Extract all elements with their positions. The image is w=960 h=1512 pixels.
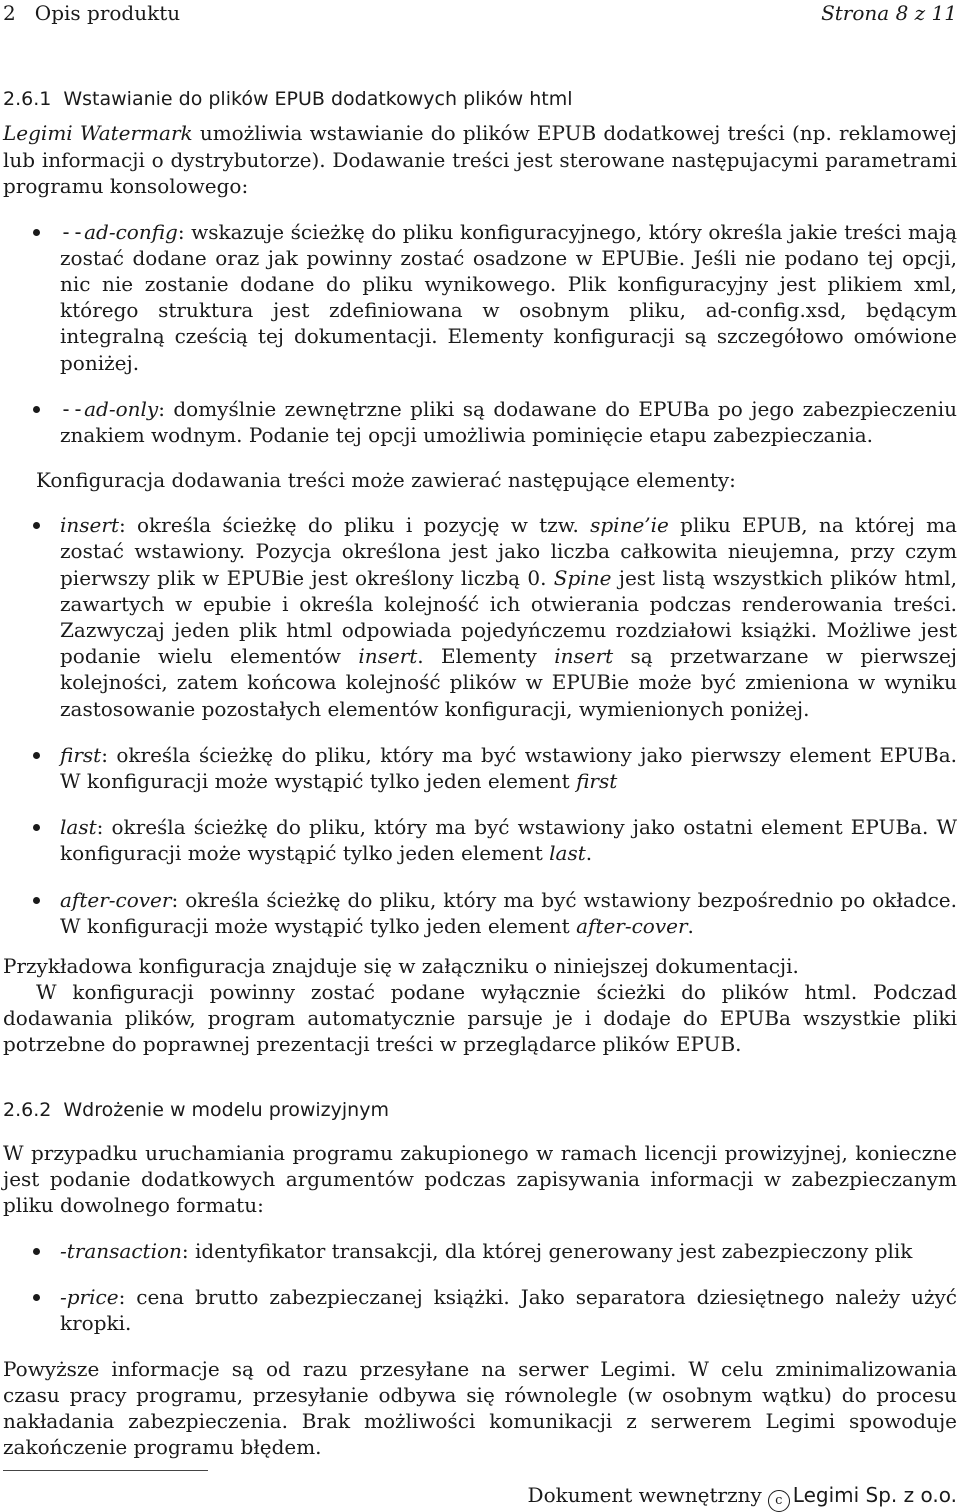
section-2-6-2-body [3, 1140, 957, 1460]
list-item [3, 219, 957, 376]
list-item [3, 396, 957, 448]
argument-description: : identyfikator transakcji, dla której generowany jest zabezpieczony plik [181, 1238, 913, 1263]
element-term: spine’ie [590, 513, 669, 538]
element-name: last [60, 815, 97, 840]
page-footer [528, 1482, 957, 1512]
html-note: W konfiguracji powinny zostać podane wyłącznie ścieżki do plików html. Podczad dodawania plików, program automatycznie parsuje je i dodaje do EPUBa wszystkie pliki potrzebne do poprawnej prezentacji treści w przeglądarce plików EPUB. [3, 979, 957, 1057]
section-2-6-2 [3, 1097, 957, 1123]
element-term: last [549, 841, 586, 866]
product-name: Legimi Watermark [3, 121, 193, 145]
element-text: : określa ścieżkę do pliku i pozycję w tzw. [118, 513, 591, 538]
element-text: . Elementy [417, 644, 555, 669]
element-name: insert [60, 513, 119, 538]
element-term: insert [358, 644, 418, 669]
option-name: ad-only [84, 396, 159, 421]
element-text: . [687, 913, 694, 938]
footer-company: Legimi Sp. z o.o. [792, 1483, 957, 1507]
section-title: Wstawianie do plików EPUB dodatkowych plików html [63, 88, 573, 110]
element-term: first [576, 768, 618, 793]
header-page-number: Strona 8 z 11 [821, 1, 957, 25]
list-item [3, 1284, 957, 1336]
copyright-icon: c [768, 1490, 790, 1512]
element-term: insert [554, 644, 614, 669]
list-item [3, 742, 957, 794]
element-text: jest listą wszystkich plików html, zawartych w epubie i określa kolejność ich otwierania podczas renderowania treści. Zazwyczaj jeden plik html odpowiada pojedyńczemu rozdziałowi książki. Możliwe jest podanie wielu elementów [60, 565, 957, 669]
section-2-6-1-body [3, 120, 957, 1058]
intro-paragraph [3, 120, 957, 200]
element-text: : określa ścieżkę do pliku, który ma być wstawiony jako pierwszy element EPUBa. W konfiguracji może wystąpić tylko jeden element [60, 742, 957, 793]
page-header [3, 0, 957, 26]
argument-description: : cena brutto zabezpieczanej książki. Jako separatora dziesiętnego należy użyć kropki. [60, 1284, 957, 1335]
option-description: : wskazuje ścieżkę do pliku konfiguracyjnego, który określa jakie treści mają zostać dodane oraz jak powinny zostać osadzone w EPUBie. Jeśli nie podano tej opcji, nic nie zostanie dodane do pliku wynikowego. Plik konfiguracyjny jest plikiem xml, którego struktura jest zdefiniowana w osobnym pliku, ad-config.xsd, będącym integralną cześcią tej dokumentacji. Elementy konfiguracji są szczegółowo omówione poniżej. [60, 219, 957, 375]
element-text: : określa ścieżkę do pliku, który ma być wstawiony bezpośrednio po okładce. W konfiguracji może wystąpić tylko jeden element [60, 887, 957, 938]
element-name: after-cover [60, 887, 172, 912]
option-name: ad-config [84, 219, 178, 244]
element-list [3, 512, 957, 939]
option-list [3, 219, 957, 449]
section-title: Wdrożenie w modelu prowizyjnym [63, 1099, 389, 1121]
element-text: . [585, 841, 593, 866]
section-number: 2.6.1 [3, 88, 52, 110]
option-dashes: -- [60, 219, 85, 244]
footer-rule [3, 1470, 208, 1471]
element-text: są przetwarzane w pierwszej kolejności, zatem końcowa kolejność plików w EPUBie może być zmieniona w wyniku zastosowanie pozostałych elementów konfiguracji, wymienionych poniżej. [60, 644, 957, 721]
header-section: 2 Opis produktu [3, 1, 181, 25]
argument-name: -price [60, 1284, 119, 1309]
option-description: : domyślnie zewnętrzne pliki są dodawane do EPUBa po jego zabezpieczeniu znakiem wodnym. Podanie tej opcji umożliwia pominięcie etapu zabezpieczania. [60, 396, 957, 447]
argument-list [3, 1238, 957, 1336]
list-item [3, 887, 957, 939]
list-item [3, 1238, 957, 1264]
argument-name: -transaction [60, 1238, 182, 1263]
list-item [3, 814, 957, 866]
section-number: 2.6.2 [3, 1099, 52, 1121]
commission-intro: W przypadku uruchamiania programu zakupionego w ramach licencji prowizyjnej, konieczne jest podanie dodatkowych argumentów podczas zapisywania informacji w zabezpieczanym pliku dowolnego formatu: [3, 1141, 957, 1218]
section-heading-2-6-2 [3, 1097, 957, 1123]
element-term: after-cover [576, 913, 688, 938]
elements-intro: Konfiguracja dodawania treści może zawierać następujące elementy: [36, 468, 736, 493]
element-name: first [60, 742, 102, 767]
element-text: : określa ścieżkę do pliku, który ma być wstawiony jako ostatni element EPUBa. W konfiguracji może wystąpić tylko jeden element [60, 815, 957, 866]
example-note: Przykładowa konfiguracja znajduje się w załączniku o niniejszej dokumentacji. [3, 953, 799, 978]
element-text: pliku EPUB, na której ma zostać wstawiony. Pozycja określona jest jako liczba całkowita nieujemna, przy czym pierwszy plik w EPUBie jest określony liczbą 0. [60, 513, 957, 590]
footer-label: Dokument wewnętrzny [527, 1483, 762, 1507]
option-dashes: -- [60, 396, 85, 421]
element-term: Spine [553, 565, 612, 590]
section-2-6-1 [3, 86, 957, 112]
commission-outro: Powyższe informacje są od razu przesyłane na serwer Legimi. W celu zminimalizowania czasu pracy programu, przesyłanie odbywa się równolegle (w osobnym wątku) do procesu nakładania zabezpieczenia. Brak możliwości komunikacji z serwerem Legimi spowoduje zakończenie programu błędem. [3, 1356, 957, 1460]
list-item [3, 512, 957, 722]
intro-text: umożliwia wstawianie do plików EPUB dodatkowej treści (np. reklamowej lub informacji o dystrybutorze). Dodawanie treści jest sterowane następujacymi parametrami programu konsolowego: [3, 121, 957, 198]
section-heading-2-6-1 [3, 86, 957, 112]
